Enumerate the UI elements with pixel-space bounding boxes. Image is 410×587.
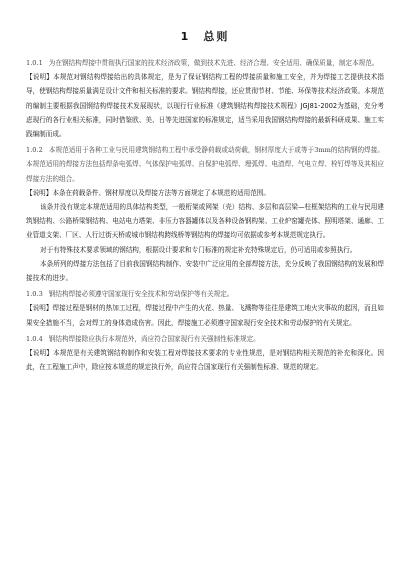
clause-text: 钢结构焊接必须遵守国家现行安全技术和劳动保护等有关规定。 bbox=[48, 290, 234, 299]
clause-1-0-3 bbox=[26, 287, 384, 301]
clause-number: 1.0.1 bbox=[26, 59, 43, 67]
clause-1-0-1 bbox=[26, 56, 384, 70]
clause-text: 本规范适用于各种工业与民用建筑钢结构工程中承受静荷载或动荷载，钢材厚度大于或等于3mm的结构钢的焊接。本规范适用的焊接方法包括焊条电弧焊、气体保护电弧焊、自保护电弧焊、埋弧焊、电渣焊、气电立焊、栓钉焊等及其相应焊接方法的组合。 bbox=[26, 146, 384, 183]
clause-text: 钢结构焊接除应执行本规范外，尚应符合国家现行有关强制性标准规定。 bbox=[48, 334, 260, 343]
clause-1-0-2 bbox=[26, 143, 384, 186]
chapter-title: 1 总则 bbox=[180, 30, 230, 43]
explanation-paragraph: 本条所列的焊接方法包括了目前我国钢结构制作、安装中广泛应用的全部焊接方法，充分反映了我国钢结构的发展和焊接技术的进步。 bbox=[26, 259, 384, 283]
explanation-1-0-4: 【说明】本规范是有关建筑钢结构制作和安装工程对焊接技术要求的专业性规范，是对钢结构相关规范的补充和深化。因此，在工程施工声中，除应按本规范的规定执行外，尚应符合国家现行有关强制性标准、规范的规定。 bbox=[26, 349, 384, 372]
explanation-paragraph: 对于有特殊技术要求领域的钢结构，根据设计要求和专门标准的规定补充特殊规定后，仍可适用或参照执行。 bbox=[40, 245, 357, 254]
explanation-paragraph: 该条并没有规定本规范适用的具体结构类型，一般桁架或网架（壳）结构、多层和高层梁—柱框架结构的工业与民用建筑钢结构、公路桥梁钢结构、电站电力塔架、非压力容器罐体以及各种设备钢构架、工业炉窑罐壳体、照明塔架、通廊、工业管道支架、厂区、人行过街天桥或城市钢结构跨线桥等钢结构的焊接均可依据或参考本规范规定执行。 bbox=[26, 203, 384, 240]
explanation-1-0-2: 【说明】本条在荷载条件、钢材厚度以及焊接方法等方面规定了本规范的适用范围。 bbox=[26, 188, 270, 197]
explanation-1-0-3: 【说明】焊接过程是钢材的热加工过程，焊接过程中产生的火花、热量、飞溅物等往往是建筑工地火灾事故的起因，而且如果安全措施不当，会对焊工的身体造成伤害。因此，焊接施工必须遵守国家现行安全技术和劳动保护的有关规定。 bbox=[26, 304, 384, 327]
clause-number: 1.0.2 bbox=[26, 146, 43, 155]
clause-1-0-4 bbox=[26, 332, 384, 346]
clause-text: 为在钢结构焊接中贯彻执行国家的技术经济政策，做到技术先进、经济合理、安全适用、确保质量，制定本规范。 bbox=[48, 59, 379, 67]
clause-number: 1.0.4 bbox=[26, 334, 43, 343]
explanation-1-0-1: 【说明】本规范对钢结构焊接给出的具体规定，是为了保证钢结构工程的焊接质量和施工安全，并为焊接工艺提供技术指导，使钢结构焊接质量满足设计文件和相关标准的要求。钢结构焊接，还应贯彻节材、节能、环保等技术经济政策。本规范的编制主要根据我国钢结构焊接技术发展现状，以现行行业标准《建筑钢结构焊接技术规程》JGJ81-2002为基础，充分考虑现行的各行业相关标准，同时借鉴欧、美、日等先进国家的标准规定，适当采用我国钢结构焊接的最新科研成果、施工实践编制而成。 bbox=[26, 73, 384, 139]
clause-number: 1.0.3 bbox=[26, 290, 43, 299]
